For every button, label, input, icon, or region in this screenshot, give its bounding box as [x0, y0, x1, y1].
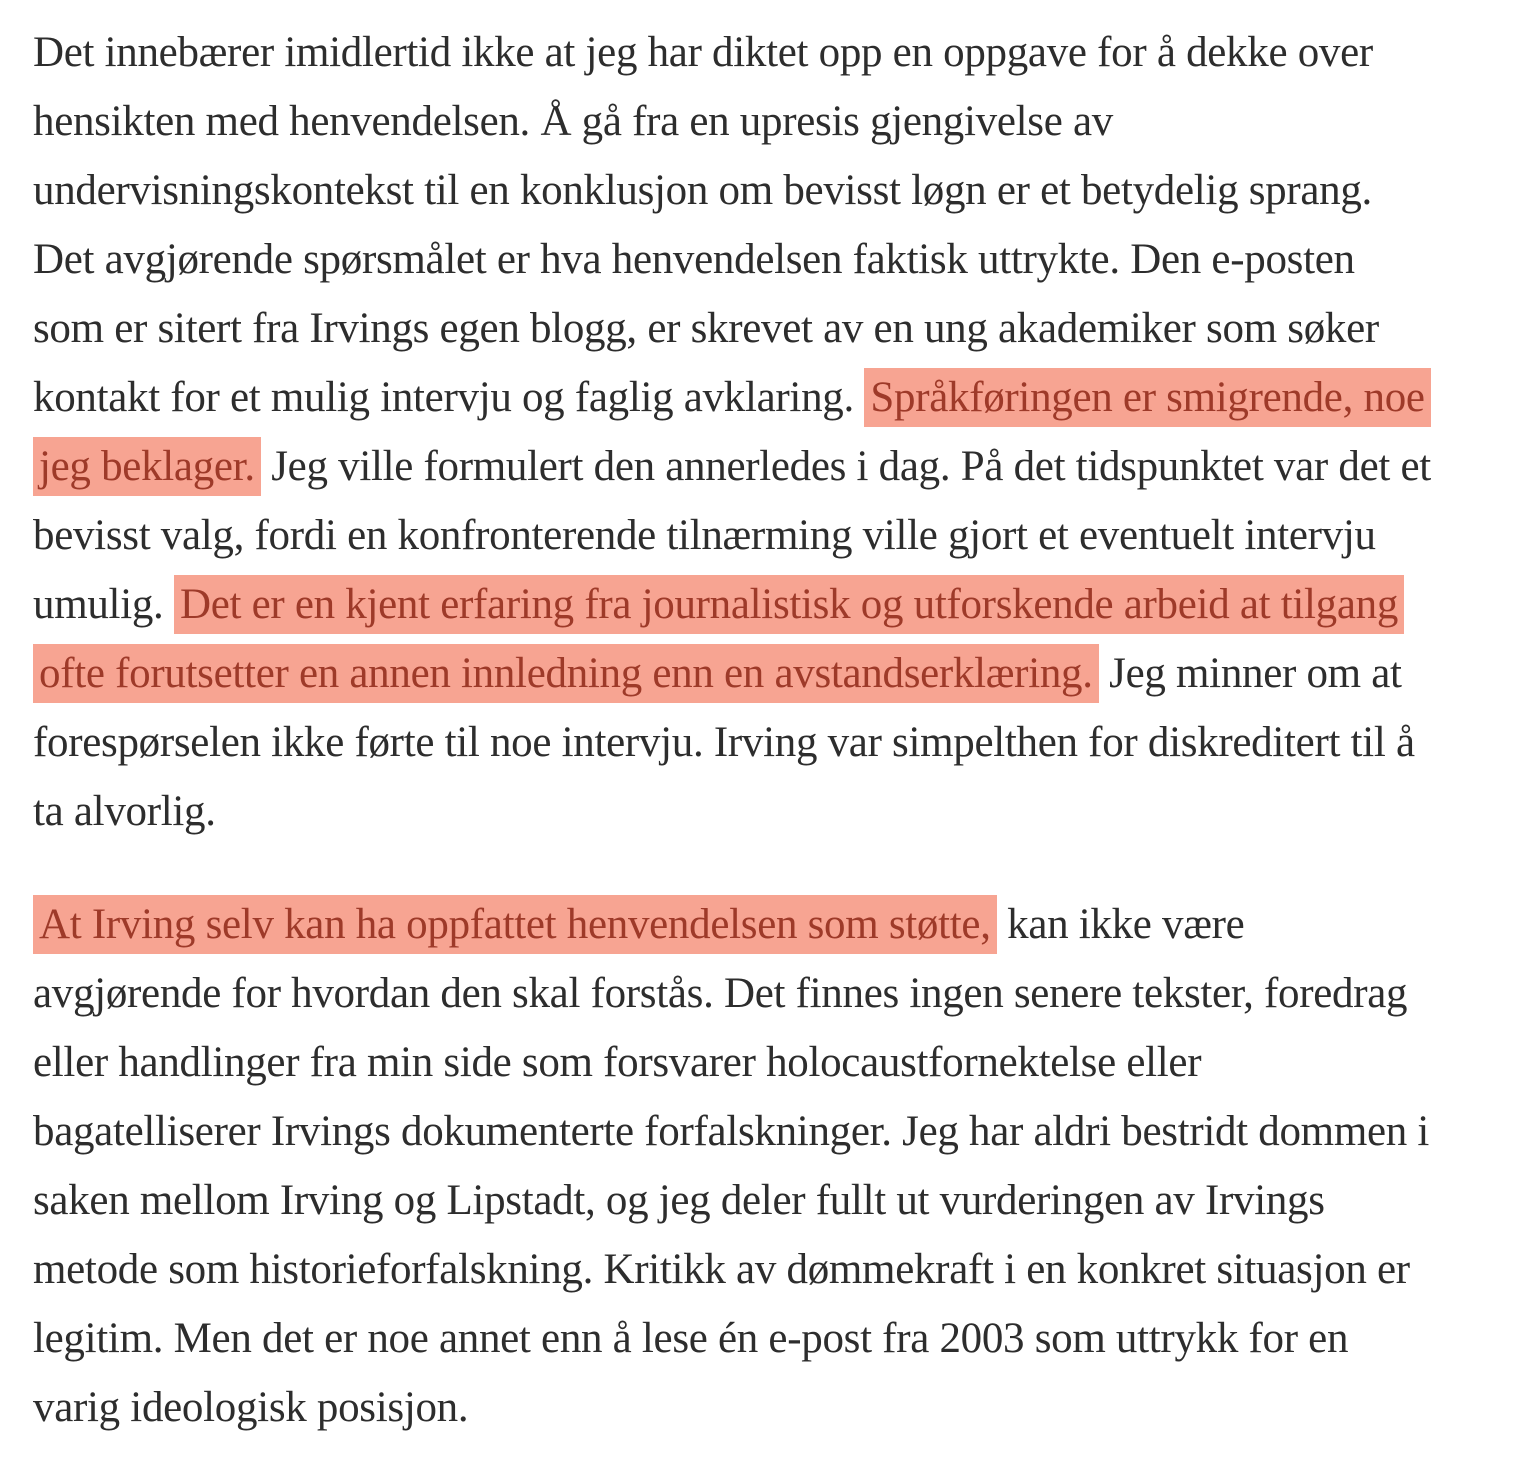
text-segment: Det innebærer imidlertid ikke at jeg har diktet opp en oppgave for å dekke over hensikten med henvendelsen. Å gå fra en upresis gjengivelse av undervisningskontekst til en konklusjon om bevisst løgn er et betydelig sprang. Det avgjørende spørsmålet er hva henvendelsen faktisk uttrykte. Den e-posten som er sitert fra Irvings egen blogg, er skrevet av en ung akademiker som søker kontakt for et mulig intervju og faglig avklaring.	[33, 29, 1379, 421]
text-segment: Jeg minner om at forespørselen ikke førte til noe intervju. Irving var simpelthen for diskreditert til å ta alvorlig.	[33, 650, 1415, 835]
text-segment: Jeg ville formulert den annerledes i dag. På det tidspunktet var det et bevisst valg, fordi en konfronterende tilnærming ville gjort et eventuelt intervju umulig.	[33, 443, 1431, 628]
paragraph	[33, 18, 1432, 846]
paragraph	[33, 890, 1432, 1442]
text-segment: kan ikke være avgjørende for hvordan den skal forstås. Det finnes ingen senere tekster, foredrag eller handlinger fra min side som forsvarer holocaustfornektelse eller bagatelliserer Irvings dokumenterte forfalskninger. Jeg har aldri bestridt dommen i saken mellom Irving og Lipstadt, og jeg deler fullt ut vurderingen av Irvings metode som historieforfalskning. Kritikk av dømmekraft i en konkret situasjon er legitim. Men det er noe annet enn å lese én e-post fra 2003 som uttrykk for en varig ideologisk posisjon.	[33, 901, 1430, 1431]
highlighted-text: Språkføringen er smigrende, noe jeg beklager.	[33, 368, 1431, 496]
highlighted-text: Det er en kjent erfaring fra journalistisk og utforskende arbeid at tilgang ofte forutsetter en annen innledning enn en avstandserklæring.	[33, 575, 1404, 703]
highlighted-text: At Irving selv kan ha oppfattet henvendelsen som støtte,	[33, 895, 997, 954]
